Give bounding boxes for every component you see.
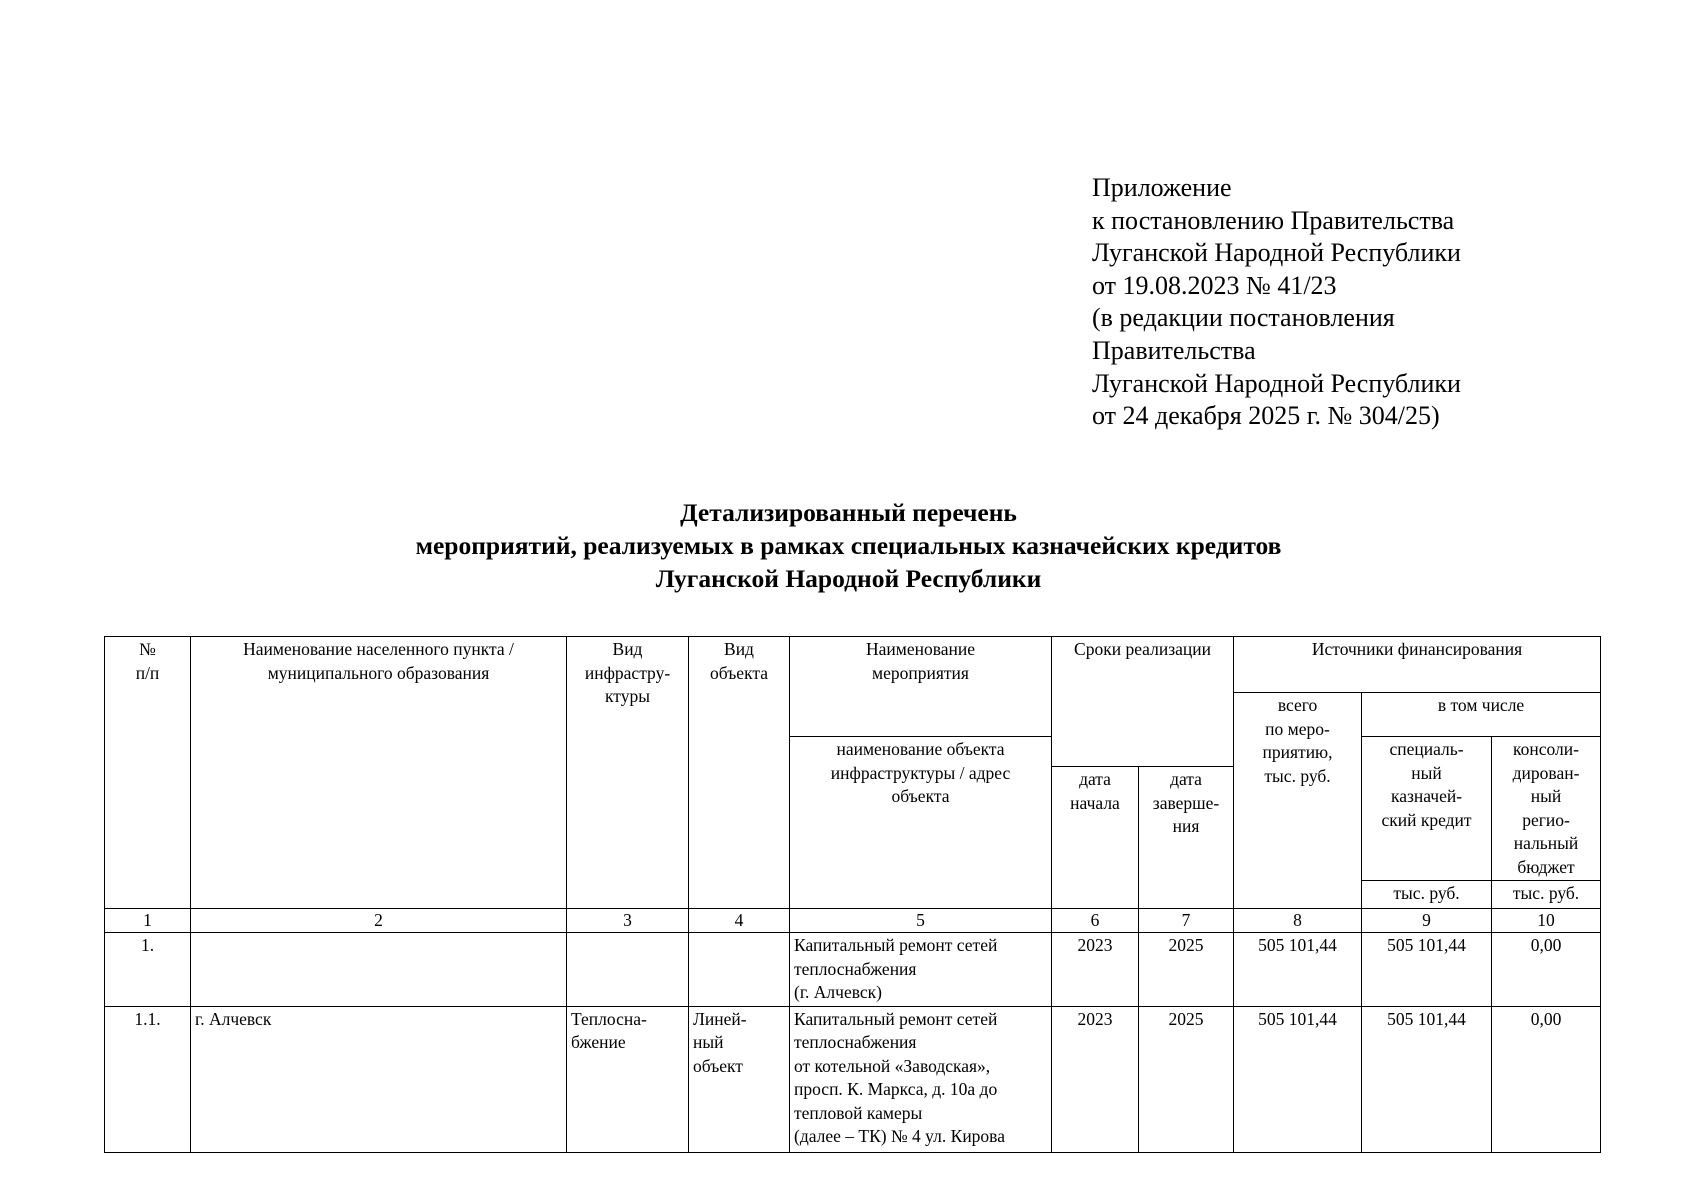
header-measure-name: Наименование мероприятия (790, 637, 1052, 737)
row-end-year: 2025 (1139, 933, 1234, 1007)
table-row (105, 1006, 1601, 1152)
title-line: мероприятий, реализуемых в рамках специальных казначейских кредитов (415, 531, 1282, 560)
row-start-year: 2023 (1052, 933, 1139, 1007)
row-end-year: 2025 (1139, 1006, 1234, 1152)
header-total: всего по меро- приятию, тыс. руб. (1234, 693, 1362, 909)
column-number: 9 (1362, 909, 1492, 933)
header-date-end: дата заверше- ния (1139, 767, 1234, 909)
column-number: 6 (1052, 909, 1139, 933)
row-infra-type (567, 933, 689, 1007)
column-number: 5 (790, 909, 1052, 933)
column-number: 8 (1234, 909, 1362, 933)
column-number: 2 (191, 909, 567, 933)
row-special-credit: 505 101,44 (1362, 933, 1492, 1007)
measures-table (104, 636, 1601, 1153)
header-funding: Источники финансирования (1234, 637, 1601, 693)
appendix-line: от 24 декабря 2025 г. № 304/25) (1092, 401, 1440, 431)
row-settlement: г. Алчевск (191, 1006, 567, 1152)
row-special-credit: 505 101,44 (1362, 1006, 1492, 1152)
column-number: 7 (1139, 909, 1234, 933)
appendix-block (1092, 172, 1612, 433)
title-line: Детализированный перечень (680, 498, 1017, 527)
row-object-type (689, 933, 790, 1007)
header-object-name: наименование объекта инфраструктуры / адрес объекта (790, 737, 1052, 909)
appendix-line: (в редакции постановления (1092, 303, 1395, 333)
appendix-line: Луганской Народной Республики (1092, 238, 1461, 268)
column-number: 4 (689, 909, 790, 933)
row-num: 1.1. (105, 1006, 191, 1152)
appendix-line: к постановлению Правительства (1092, 205, 1455, 235)
header-unit-9: тыс. руб. (1362, 881, 1492, 909)
row-consolidated: 0,00 (1492, 1006, 1601, 1152)
header-object-type: Вид объекта (689, 637, 790, 909)
header-settlement: Наименование населенного пункта / муниципального образования (191, 637, 567, 909)
row-measure: Капитальный ремонт сетей теплоснабжения (г. Алчевск) (790, 933, 1052, 1007)
column-number: 1 (105, 909, 191, 933)
row-num: 1. (105, 933, 191, 1007)
appendix-line: от 19.08.2023 № 41/23 (1092, 270, 1337, 300)
row-total: 505 101,44 (1234, 1006, 1362, 1152)
header-infra-type: Вид инфрастру- ктуры (567, 637, 689, 909)
row-measure: Капитальный ремонт сетей теплоснабжения от котельной «Заводская», просп. К. Маркса, д. 10а до тепловой камеры (далее – ТК) № 4 ул. Кирова (790, 1006, 1052, 1152)
appendix-line: Приложение (1092, 173, 1232, 202)
appendix-line: Правительства (1092, 335, 1256, 365)
header-terms: Сроки реализации (1052, 637, 1234, 767)
row-total: 505 101,44 (1234, 933, 1362, 1007)
column-number: 3 (567, 909, 689, 933)
header-special-credit: специаль- ный казначей- ский кредит (1362, 737, 1492, 881)
column-number: 10 (1492, 909, 1601, 933)
column-numbers-row (105, 909, 1601, 933)
table-row (105, 933, 1601, 1007)
appendix-line: Луганской Народной Республики (1092, 368, 1461, 398)
row-object-type: Линей- ный объект (689, 1006, 790, 1152)
row-infra-type: Теплосна- бжение (567, 1006, 689, 1152)
row-start-year: 2023 (1052, 1006, 1139, 1152)
row-consolidated: 0,00 (1492, 933, 1601, 1007)
header-date-start: дата начала (1052, 767, 1139, 909)
row-settlement (191, 933, 567, 1007)
document-title (0, 496, 1697, 595)
title-line: Луганской Народной Республики (655, 564, 1042, 593)
header-unit-10: тыс. руб. (1492, 881, 1601, 909)
header-num: № п/п (105, 637, 191, 909)
header-including: в том числе (1362, 693, 1601, 737)
header-consolidated: консоли- дирован- ный регио- нальный бюджет (1492, 737, 1601, 881)
